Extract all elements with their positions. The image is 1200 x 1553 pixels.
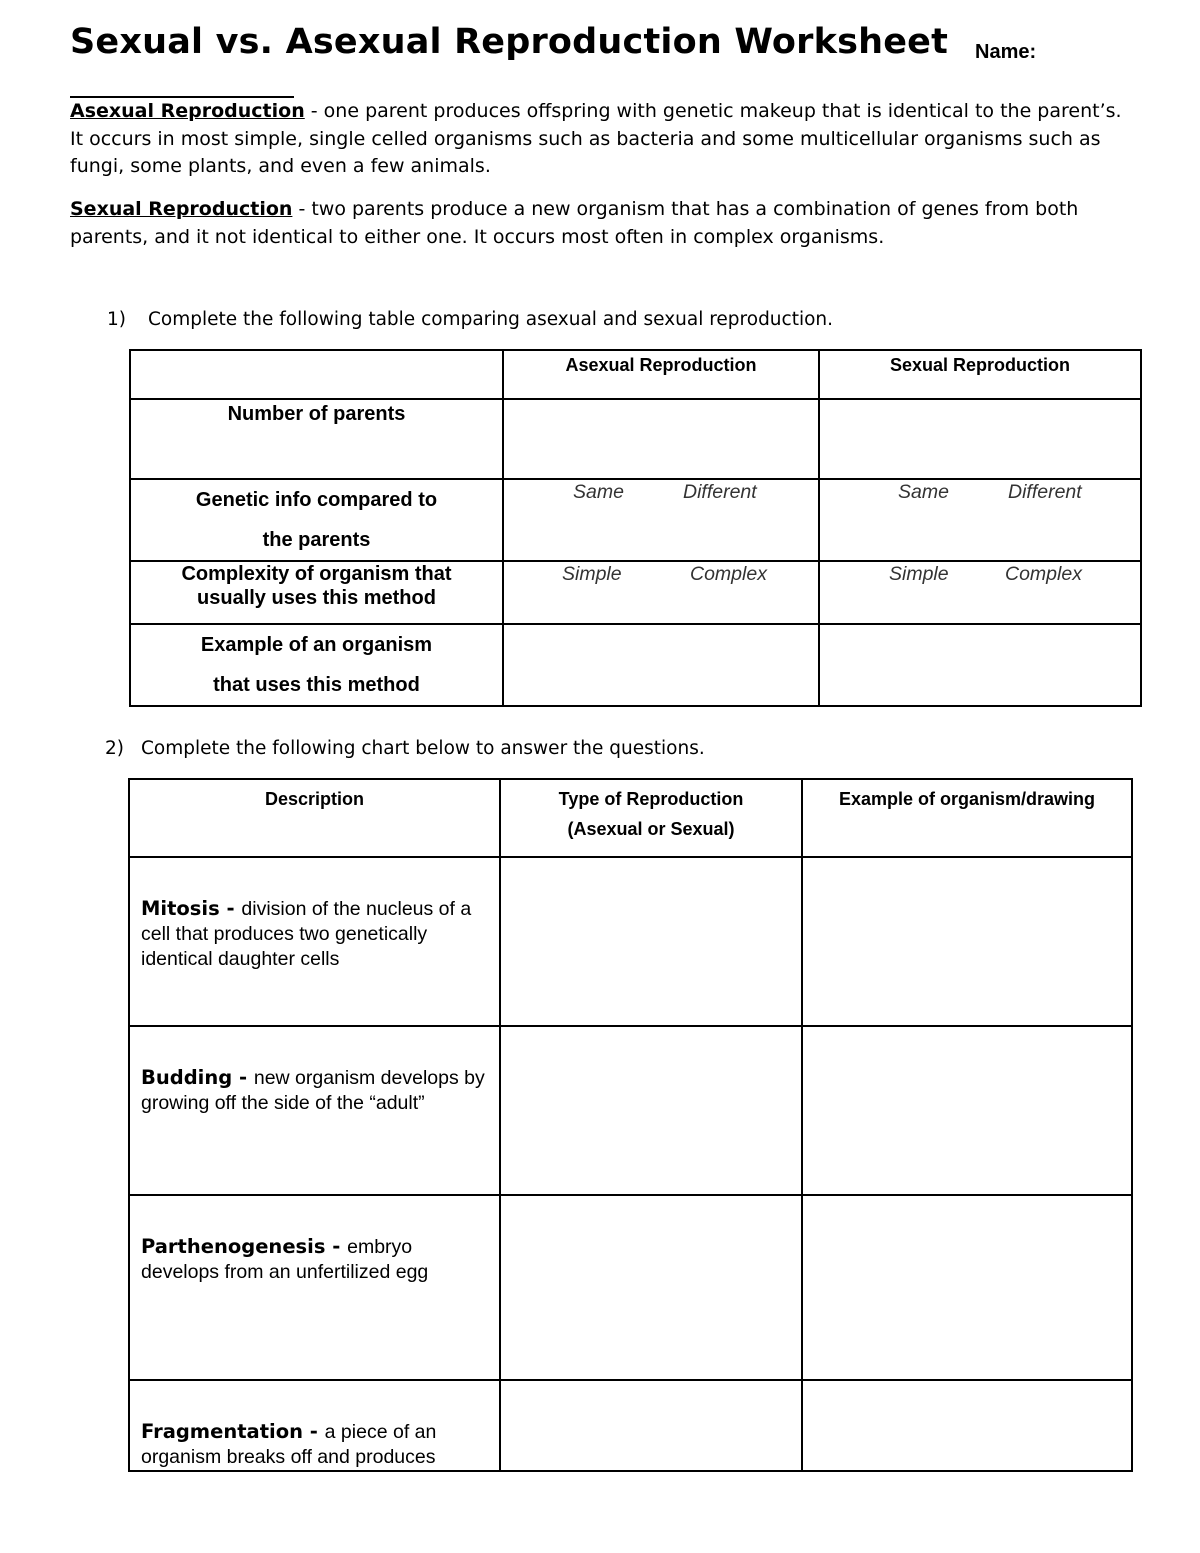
reproduction-chart [128,778,1133,1472]
table-row [129,1380,1132,1471]
row-label-genetic-info [130,479,503,561]
table-row [129,857,1132,1026]
fragmentation-term: Fragmentation - [141,1420,325,1443]
budding-text: new organism develops by growing off the side of the “adult” [141,1067,485,1114]
asexual-definition-text: - one parent produces offspring with genetic makeup that is identical to the parent’s. It occurs in most simple, single celled organisms such as bacteria and some multicellular organisms such as fungi, some plants, and even a few animals. [70,100,1122,177]
budding-type-answer[interactable] [500,1026,802,1195]
question-1-number: 1) [107,309,126,330]
mitosis-description [129,857,500,1026]
question-1-prompt [107,309,833,330]
parthenogenesis-description [129,1195,500,1380]
table-row [130,624,1141,706]
mitosis-type-answer[interactable] [500,857,802,1026]
question-2-prompt [105,738,705,759]
sexual-example-answer[interactable] [819,624,1141,706]
asexual-genetic-options [503,479,819,561]
option-same[interactable]: Same [573,481,624,503]
table-row [129,1195,1132,1380]
question-1-text: Complete the following table comparing asexual and sexual reproduction. [148,309,834,330]
option-different[interactable]: Different [1008,481,1082,503]
comparison-table [129,349,1142,707]
sexual-term: Sexual Reproduction [70,198,293,220]
budding-example-answer[interactable] [802,1026,1132,1195]
type-header-line: (Asexual or Sexual) [567,819,735,839]
row-label-line: Example of an organism [200,634,433,656]
fragmentation-type-answer[interactable] [500,1380,802,1471]
row-label-line: Complexity of organism that [181,563,452,585]
asexual-example-answer[interactable] [503,624,819,706]
row-label-example [130,624,503,706]
question-2-number: 2) [105,738,124,759]
asexual-term: Asexual Reproduction [70,100,305,122]
budding-term: Budding - [141,1066,254,1089]
type-header-line: Type of Reproduction [558,789,744,809]
table-row [129,1026,1132,1195]
sexual-genetic-options [819,479,1141,561]
row-label-parents: Number of parents [130,399,503,479]
row-label-line: usually uses this method [197,587,436,609]
option-same[interactable]: Same [898,481,949,503]
option-complex[interactable]: Complex [690,563,767,585]
budding-description [129,1026,500,1195]
parthenogenesis-term: Parthenogenesis - [141,1235,348,1258]
sexual-parents-answer[interactable] [819,399,1141,479]
sexual-complexity-options [819,561,1141,624]
fragmentation-description [129,1380,500,1471]
asexual-column-header: Asexual Reproduction [503,350,819,399]
fragmentation-text: a piece of an organism breaks off and produces [141,1421,437,1468]
mitosis-text: division of the nucleus of a cell that produces two genetically identical daughter cells [141,898,472,970]
question-2-text: Complete the following chart below to answer the questions. [141,738,705,759]
sexual-definition [70,196,1140,251]
type-column-header [500,779,802,857]
option-complex[interactable]: Complex [1005,563,1082,585]
empty-header-cell [130,350,503,399]
worksheet-title: Sexual vs. Asexual Reproduction Worksheet [70,22,949,62]
asexual-definition [70,98,1140,181]
parthenogenesis-text: embryo develops from an unfertilized egg [141,1236,429,1283]
chart-header-row [129,779,1132,857]
example-column-header: Example of organism/drawing [802,779,1132,857]
row-label-line: that uses this method [213,674,420,696]
row-label-line: the parents [262,529,371,551]
parthenogenesis-type-answer[interactable] [500,1195,802,1380]
sexual-column-header: Sexual Reproduction [819,350,1141,399]
mitosis-example-answer[interactable] [802,857,1132,1026]
name-label: Name: [975,41,1037,63]
asexual-parents-answer[interactable] [503,399,819,479]
description-column-header: Description [129,779,500,857]
option-simple[interactable]: Simple [562,563,622,585]
table-row [130,561,1141,624]
table-row [130,479,1141,561]
sexual-definition-text: - two parents produce a new organism that has a combination of genes from both parents, and it not identical to either one. It occurs most often in complex organisms. [70,198,1079,248]
row-label-complexity [130,561,503,624]
row-label-line: Genetic info compared to [195,489,438,511]
comparison-header-row [130,350,1141,399]
option-different[interactable]: Different [683,481,757,503]
fragmentation-example-answer[interactable] [802,1380,1132,1471]
mitosis-term: Mitosis - [141,897,242,920]
option-simple[interactable]: Simple [889,563,949,585]
table-row [130,399,1141,479]
parthenogenesis-example-answer[interactable] [802,1195,1132,1380]
asexual-complexity-options [503,561,819,624]
